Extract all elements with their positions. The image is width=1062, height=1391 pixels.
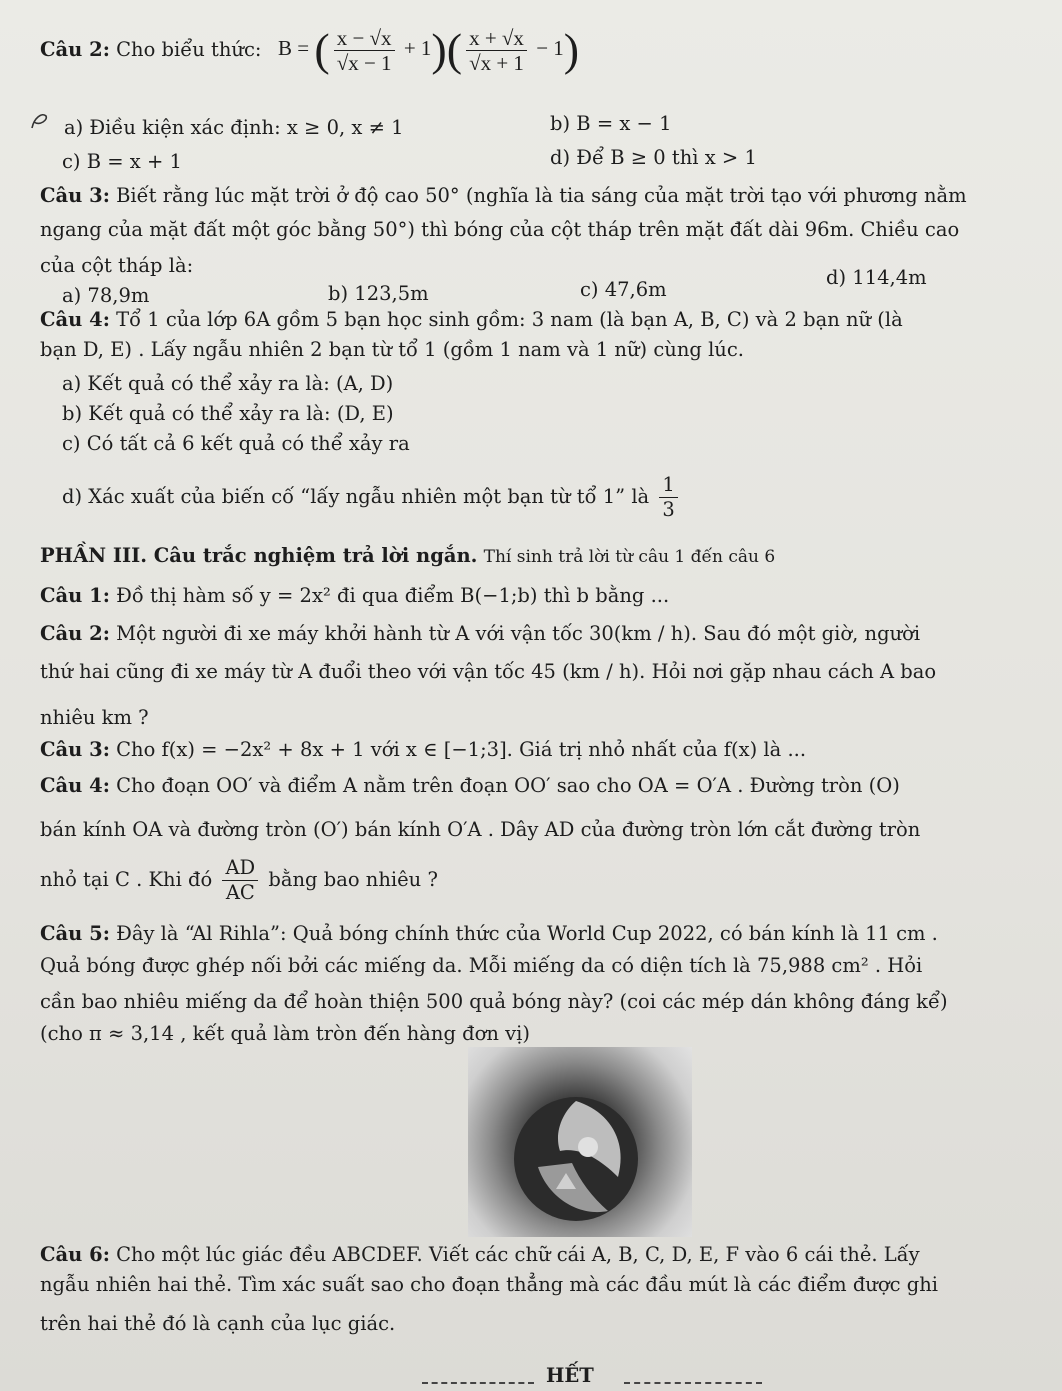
question-label: Câu 4:	[40, 308, 110, 331]
fraction-den: 3	[662, 498, 675, 521]
option-a: a) Điều kiện xác định: x ≥ 0, x ≠ 1	[64, 116, 404, 139]
fraction-den: AC	[225, 881, 255, 904]
option-c: c) Có tất cả 6 kết quả có thể xảy ra	[62, 432, 410, 455]
short-question-4-line-3	[40, 854, 438, 906]
option-a: a) Kết quả có thể xảy ra là: (A, D)	[62, 372, 394, 395]
option-d	[62, 472, 682, 522]
short-question-2-line-1	[40, 622, 920, 646]
question-label: Câu 4:	[40, 774, 110, 797]
question-label: Câu 6:	[40, 1243, 110, 1266]
question-text: Cho f(x) = −2x² + 8x + 1 với x ∈ [−1;3]. Giá trị nhỏ nhất của f(x) là ...	[116, 738, 807, 761]
question-text: bằng bao nhiêu ?	[268, 868, 438, 891]
end-rule-left	[422, 1382, 534, 1384]
fraction-num: AD	[222, 856, 258, 881]
short-question-6-line-1	[40, 1243, 920, 1267]
question-label: Câu 2:	[40, 38, 110, 61]
short-question-5-line-4: (cho π ≈ 3,14 , kết quả làm tròn đến hàng đơn vị)	[40, 1022, 531, 1045]
short-question-5-line-1	[40, 922, 938, 946]
question-3-line-1	[40, 184, 967, 208]
paren-close: )	[431, 24, 447, 76]
question-text: Cho một lúc giác đều ABCDEF. Viết các chữ cái A, B, C, D, E, F vào 6 cái thẻ. Lấy	[116, 1243, 920, 1266]
question-text: Biết rằng lúc mặt trời ở độ cao 50° (nghĩa là tia sáng của mặt trời tạo với phương nằm	[116, 184, 967, 207]
section-note: Thí sinh trả lời từ câu 1 đến câu 6	[483, 547, 776, 567]
question-text: Một người đi xe máy khởi hành từ A với vận tốc 30(km / h). Sau đó một giờ, người	[116, 622, 921, 645]
fraction-1	[334, 26, 395, 75]
question-text: nhỏ tại C . Khi đó	[40, 868, 213, 891]
short-question-3	[40, 738, 806, 762]
world-cup-ball-photo	[468, 1047, 692, 1237]
short-question-2-line-3: nhiêu km ?	[40, 706, 149, 729]
short-question-4-line-1	[40, 774, 900, 798]
question-3-line-3: của cột tháp là:	[40, 254, 194, 277]
option-d: d) Để B ≥ 0 thì x > 1	[550, 146, 757, 169]
question-text: Cho biểu thức:	[116, 38, 262, 61]
section-title: PHẦN III. Câu trắc nghiệm trả lời ngắn.	[40, 544, 478, 567]
short-question-6-line-2: ngẫu nhiên hai thẻ. Tìm xác suất sao cho đoạn thẳng mà các đầu mút là các điểm được ghi	[40, 1273, 938, 1296]
question-label: Câu 3:	[40, 738, 110, 761]
fraction-num: 1	[659, 473, 677, 498]
fraction-ad-ac	[222, 856, 258, 905]
option-a: a) 78,9m	[62, 284, 150, 307]
short-question-5-line-3: cần bao nhiêu miếng da để hoàn thiện 500 quả bóng này? (coi các mép dán không đáng kể)	[40, 990, 948, 1013]
question-label: Câu 1:	[40, 584, 110, 607]
option-d: d) 114,4m	[826, 266, 927, 289]
fraction-2	[466, 26, 527, 75]
fraction-one-third	[659, 473, 677, 522]
paren-close: )	[563, 24, 580, 76]
option-c: c) 47,6m	[580, 278, 667, 301]
pen-mark-icon	[28, 110, 50, 132]
expression-B	[278, 18, 579, 84]
question-4-line-2: bạn D, E) . Lấy ngẫu nhiên 2 bạn từ tổ 1 (gồm 1 nam và 1 nữ) cùng lúc.	[40, 338, 744, 361]
paren-open: (	[446, 24, 463, 76]
question-2-header	[40, 38, 261, 62]
question-label: Câu 3:	[40, 184, 110, 207]
fraction-num: x + √x	[466, 26, 527, 51]
expr-minus-one: − 1	[536, 36, 564, 60]
fraction-den: √x − 1	[336, 50, 392, 75]
option-text: d) Xác xuất của biến cố “lấy ngẫu nhiên một bạn từ tổ 1” là	[62, 485, 650, 508]
short-question-4-line-2: bán kính OA và đường tròn (O′) bán kính O′A . Dây AD của đường tròn lớn cắt đường tròn	[40, 818, 921, 841]
paren-open: (	[314, 24, 330, 76]
fraction-num: x − √x	[334, 26, 395, 51]
question-text: Đây là “Al Rihla”: Quả bóng chính thức của World Cup 2022, có bán kính là 11 cm .	[116, 922, 938, 945]
short-question-6-line-3: trên hai thẻ đó là cạnh của lục giác.	[40, 1312, 396, 1335]
option-b: b) Kết quả có thể xảy ra là: (D, E)	[62, 402, 394, 425]
question-text: Cho đoạn OO′ và điểm A nằm trên đoạn OO′ sao cho OA = O′A . Đường tròn (O)	[116, 774, 900, 797]
section-3-header	[40, 544, 775, 569]
expr-plus-one: + 1	[403, 36, 432, 60]
fraction-den: √x + 1	[469, 50, 524, 75]
short-question-2-line-2: thứ hai cũng đi xe máy từ A đuổi theo với vận tốc 45 (km / h). Hỏi nơi gặp nhau cách A bao	[40, 660, 937, 683]
end-marker: HẾT	[546, 1364, 594, 1387]
expr-lhs: B =	[278, 36, 310, 60]
question-3-line-2: ngang của mặt đất một góc bằng 50°) thì bóng của cột tháp trên mặt đất dài 96m. Chiều cao	[40, 218, 960, 241]
option-c: c) B = x + 1	[62, 150, 182, 173]
short-question-1	[40, 584, 669, 608]
question-text: Đồ thị hàm số y = 2x² đi qua điểm B(−1;b) thì b bằng ...	[116, 584, 670, 607]
end-rule-right	[624, 1382, 762, 1384]
question-4-line-1	[40, 308, 903, 332]
ball-illustration	[468, 1047, 692, 1237]
question-text: Tổ 1 của lớp 6A gồm 5 bạn học sinh gồm: 3 nam (là bạn A, B, C) và 2 bạn nữ (là	[116, 308, 903, 331]
option-b: b) B = x − 1	[550, 112, 672, 135]
question-label: Câu 5:	[40, 922, 110, 945]
option-b: b) 123,5m	[328, 282, 429, 305]
question-label: Câu 2:	[40, 622, 110, 645]
short-question-5-line-2: Quả bóng được ghép nối bởi các miếng da. Mỗi miếng da có diện tích là 75,988 cm² . Hỏi	[40, 954, 923, 977]
